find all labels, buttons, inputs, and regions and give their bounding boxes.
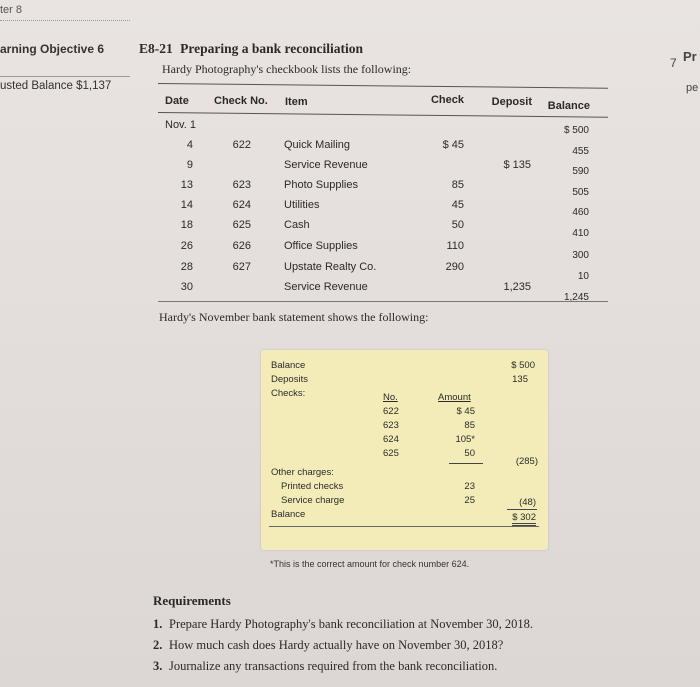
cell-date: 13 xyxy=(180,179,193,191)
right-edge-text-second: pe xyxy=(686,82,699,94)
statement-check-no: 623 xyxy=(383,420,399,431)
statement-footnote: *This is the correct amount for check number 624. xyxy=(270,559,470,569)
other-charges-label: Other charges: xyxy=(271,467,334,478)
cell-date: 18 xyxy=(180,219,193,231)
cell-deposit: $ 135 xyxy=(503,159,531,171)
right-edge-text-top: Pr xyxy=(683,49,697,64)
column-header-balance: Balance xyxy=(547,100,590,112)
statement-check-amount: 50 xyxy=(464,448,475,459)
requirement-number: 1. xyxy=(153,617,163,631)
table-bottom-rule xyxy=(158,301,608,302)
cell-date: 30 xyxy=(180,281,193,293)
table-header-rule xyxy=(158,112,608,118)
cell-check: 110 xyxy=(446,240,464,252)
cell-balance: 590 xyxy=(572,166,589,178)
cell-check-no: 622 xyxy=(232,139,251,151)
cell-check-no: 624 xyxy=(232,199,251,211)
chapter-label: ter 8 xyxy=(0,4,23,16)
cell-item: Utilities xyxy=(284,199,320,211)
cell-item: Service Revenue xyxy=(284,159,368,171)
statement-check-no: 622 xyxy=(383,406,399,417)
cell-item: Office Supplies xyxy=(284,240,358,252)
cell-item: Upstate Realty Co. xyxy=(284,261,377,273)
bank-statement xyxy=(261,350,548,550)
cell-date: 14 xyxy=(180,199,193,211)
table-top-rule xyxy=(158,83,608,89)
statement-intro: Hardy's November bank statement shows the following: xyxy=(159,310,429,324)
cell-check: 85 xyxy=(451,179,464,191)
cell-balance: 505 xyxy=(572,186,589,198)
cell-check-no: 625 xyxy=(232,219,251,231)
printed-checks-value: 23 xyxy=(464,481,475,492)
cell-date: 28 xyxy=(180,261,193,273)
requirements-heading: Requirements xyxy=(153,593,231,608)
statement-check-no: 625 xyxy=(383,448,399,459)
cell-check: 290 xyxy=(445,261,464,273)
column-header-item: Item xyxy=(285,96,308,108)
column-header-check-no: Check No. xyxy=(214,95,268,107)
cell-check: 50 xyxy=(451,219,464,231)
exercise-heading xyxy=(139,41,363,57)
statement-footer-rule xyxy=(269,526,539,527)
cell-check: $ 45 xyxy=(442,139,464,151)
cell-balance: 460 xyxy=(572,207,589,219)
margin-divider xyxy=(0,20,130,21)
cell-balance: 10 xyxy=(577,271,589,283)
service-charge-label: Service charge xyxy=(281,495,345,506)
printed-checks-label: Printed checks xyxy=(281,481,344,492)
margin-rule xyxy=(0,76,130,77)
statement-deposits-label: Deposits xyxy=(271,374,308,385)
cell-check-no: 626 xyxy=(232,240,251,252)
cell-balance: 455 xyxy=(572,145,589,157)
statement-amount-header: Amount xyxy=(438,392,471,403)
cell-check-no: 627 xyxy=(232,261,251,273)
cell-date: 9 xyxy=(186,159,193,171)
cell-item: Photo Supplies xyxy=(284,179,358,191)
cell-date: 4 xyxy=(186,139,193,151)
statement-checks-label: Checks: xyxy=(271,388,306,399)
exercise-number: E8-21 xyxy=(139,41,173,56)
right-edge-arrow: 7 xyxy=(670,56,677,70)
cell-balance: 1,245 xyxy=(563,291,589,303)
checks-subtotal-rule xyxy=(449,463,483,464)
statement-check-amount: $ 45 xyxy=(456,406,475,417)
ending-balance-value: $ 302 xyxy=(512,512,536,526)
requirement-text: How much cash does Hardy actually have on November 30, 2018? xyxy=(169,638,504,652)
statement-check-amount: 105* xyxy=(455,434,475,445)
cell-check-no: 623 xyxy=(232,179,251,191)
ending-balance-label: Balance xyxy=(271,509,306,520)
statement-checks-total: (285) xyxy=(515,456,538,467)
column-header-check: Check xyxy=(430,94,464,106)
cell-date: 26 xyxy=(180,240,193,252)
cell-item: Quick Mailing xyxy=(284,139,351,151)
service-charge-value: 25 xyxy=(464,495,475,506)
requirement-number: 3. xyxy=(153,659,163,673)
statement-balance-label: Balance xyxy=(271,360,306,371)
exercise-intro: Hardy Photography's checkbook lists the following: xyxy=(162,62,412,76)
other-charges-total: (48) xyxy=(519,497,536,508)
statement-no-header: No. xyxy=(383,392,398,403)
column-header-deposit: Deposit xyxy=(491,96,532,108)
other-total-rule xyxy=(507,509,537,510)
statement-check-amount: 85 xyxy=(464,420,475,431)
adjusted-balance-note: usted Balance $1,137 xyxy=(0,80,112,92)
requirement-text: Prepare Hardy Photography's bank reconciliation at November 30, 2018. xyxy=(169,617,533,631)
statement-deposits-value: 135 xyxy=(512,374,528,385)
column-header-date: Date xyxy=(165,95,189,107)
cell-check: 45 xyxy=(451,199,464,211)
statement-check-no: 624 xyxy=(383,434,399,445)
exercise-title: Preparing a bank reconciliation xyxy=(180,41,364,56)
statement-balance-value: $ 500 xyxy=(511,360,535,371)
cell-balance: 300 xyxy=(572,249,589,261)
cell-date: Nov. 1 xyxy=(165,119,196,131)
cell-item: Cash xyxy=(284,219,310,231)
requirement-text: Journalize any transactions required from the bank reconciliation. xyxy=(169,659,498,673)
cell-deposit: 1,235 xyxy=(503,281,531,293)
cell-balance: $ 500 xyxy=(563,125,589,136)
cell-item: Service Revenue xyxy=(284,281,368,293)
learning-objective-label: arning Objective 6 xyxy=(0,42,105,56)
cell-balance: 410 xyxy=(572,228,589,239)
requirement-number: 2. xyxy=(153,638,163,652)
